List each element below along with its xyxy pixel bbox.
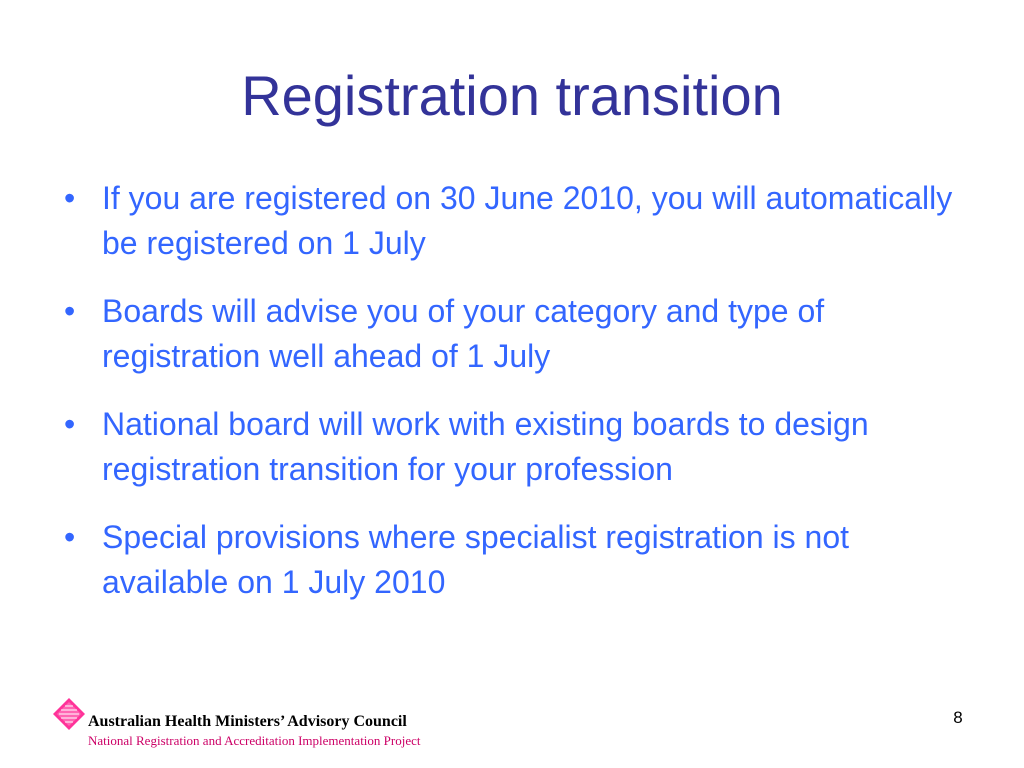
slide-title: Registration transition (241, 64, 783, 127)
bullet-text: If you are registered on 30 June 2010, you will automatically be registered on 1 July (102, 180, 953, 261)
bullet-item (60, 289, 980, 379)
bullet-marker: • (64, 180, 76, 216)
project-name: National Registration and Accreditation Implementation Project (88, 733, 421, 748)
bullet-marker: • (64, 406, 76, 442)
bullet-text: National board will work with existing boards to design registration transition for your profession (102, 406, 869, 487)
bullet-list (60, 176, 980, 628)
diamond-logo-icon (52, 697, 86, 731)
bullet-item (60, 515, 980, 605)
bullet-text: Boards will advise you of your category and type of registration well ahead of 1 July (102, 293, 825, 374)
bullet-item (60, 402, 980, 492)
bullet-item (60, 176, 980, 266)
bullet-text: Special provisions where specialist registration is not available on 1 July 2010 (102, 519, 850, 600)
bullet-marker: • (64, 519, 76, 555)
bullet-marker: • (64, 293, 76, 329)
organization-name: Australian Health Ministers’ Advisory Council (88, 713, 407, 730)
page-number: 8 (953, 708, 963, 727)
